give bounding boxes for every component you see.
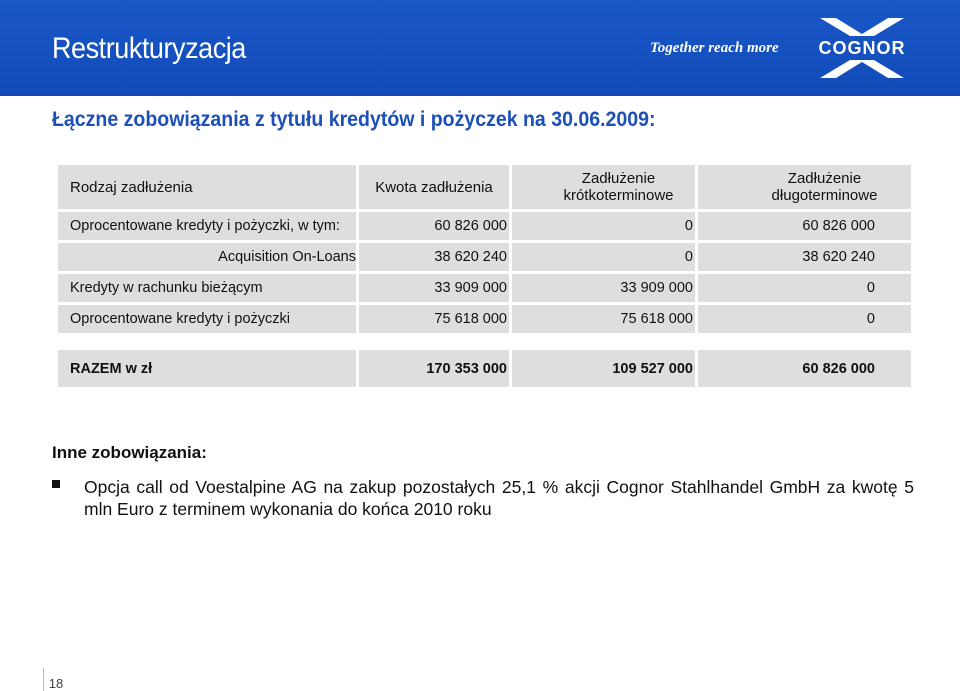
other-liabilities-heading: Inne zobowiązania: (52, 443, 207, 462)
row-amount: 75 618 000 (359, 305, 509, 333)
page-number: 18 (48, 676, 64, 691)
cognor-logo (812, 14, 912, 82)
row-long-term: 0 (698, 274, 911, 302)
table-row (58, 212, 911, 243)
row-short-term: 75 618 000 (512, 305, 695, 333)
other-liabilities-bullet: Opcja call od Voestalpine AG na zakup pozostałych 25,1 % akcji Cognor Stahlhandel GmbH za kwotę 5 mln Euro z terminem wykonania do końca 2010 roku (84, 477, 914, 519)
header-short-term: Zadłużenie krótkoterminowe (512, 165, 695, 209)
row-long-term: 0 (698, 305, 911, 333)
total-long-term: 60 826 000 (698, 350, 911, 387)
section-subtitle: Łączne zobowiązania z tytułu kredytów i pożyczek na 30.06.2009: (52, 108, 656, 131)
row-label: Acquisition On-Loans (58, 243, 356, 271)
company-tagline: Together reach more (650, 40, 779, 56)
row-short-term: 33 909 000 (512, 274, 695, 302)
logo-text: COGNOR (818, 38, 906, 58)
header-debt-type: Rodzaj zadłużenia (58, 165, 356, 209)
row-amount: 38 620 240 (359, 243, 509, 271)
row-long-term: 60 826 000 (698, 212, 911, 240)
slide-header (0, 0, 960, 96)
row-label: Oprocentowane kredyty i pożyczki, w tym: (58, 212, 356, 240)
row-long-term: 38 620 240 (698, 243, 911, 271)
row-amount: 60 826 000 (359, 212, 509, 240)
total-short-term: 109 527 000 (512, 350, 695, 387)
row-label: Oprocentowane kredyty i pożyczki (58, 305, 356, 333)
table-row (58, 274, 911, 305)
header-long-term: Zadłużenie długoterminowe (698, 165, 911, 209)
row-label: Kredyty w rachunku bieżącym (58, 274, 356, 302)
debt-table (58, 165, 911, 390)
table-row (58, 243, 911, 274)
total-label: RAZEM w zł (58, 350, 356, 387)
row-amount: 33 909 000 (359, 274, 509, 302)
total-amount: 170 353 000 (359, 350, 509, 387)
table-row (58, 305, 911, 336)
table-total-row (58, 350, 911, 390)
bullet-square-icon (52, 480, 60, 488)
header-debt-amount: Kwota zadłużenia (359, 165, 509, 209)
slide-title: Restrukturyzacja (52, 32, 246, 65)
table-header-row (58, 165, 911, 212)
row-short-term: 0 (512, 243, 695, 271)
row-short-term: 0 (512, 212, 695, 240)
